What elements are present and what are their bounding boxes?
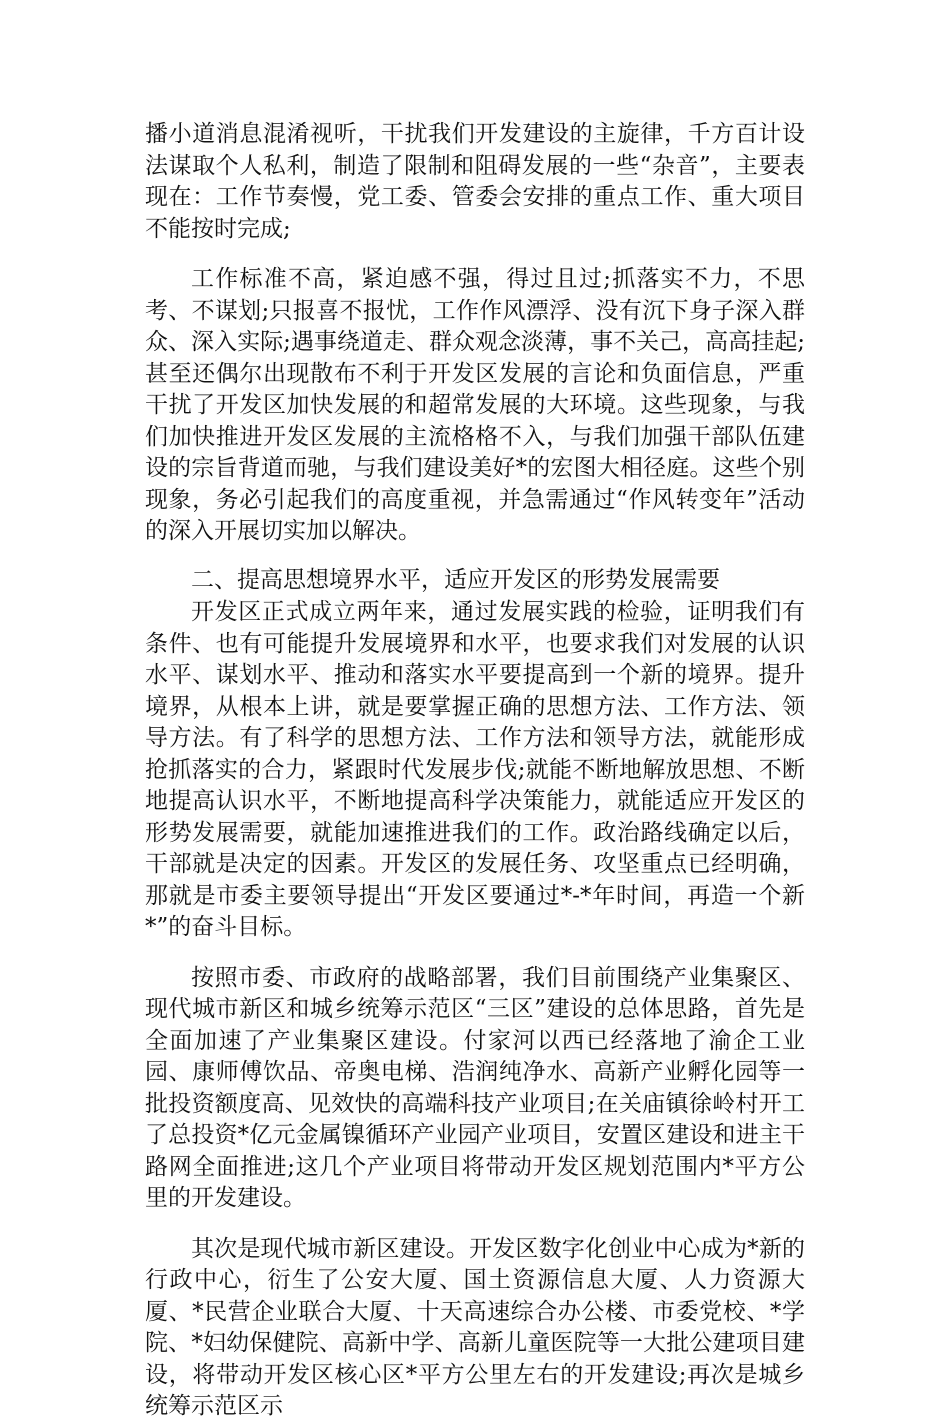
- paragraph-continuation: 播小道消息混淆视听，干扰我们开发建设的主旋律，千方百计设法谋取个人私利，制造了限制和阻碍发展的一些“杂音”，主要表现在：工作节奏慢，党工委、管委会安排的重点工作、重大项目不能按时完成;: [145, 121, 805, 242]
- document-page: [145, 119, 805, 1423]
- section-heading-2: 二、提高思想境界水平，适应开发区的形势发展需要: [191, 566, 720, 593]
- paragraph-development-zone: 开发区正式成立两年来，通过发展实践的检验，证明我们有条件、也有可能提升发展境界和水平，也要求我们对发展的认识水平、谋划水平、推动和落实水平要提高到一个新的境界。提升境界，从根本上讲，就是要掌握正确的思想方法、工作方法、领导方法。有了科学的思想方法、工作方法和领导方法，就能形成抢抓落实的合力，紧跟时代发展步伐;就能不断地解放思想、不断地提高认识水平，不断地提高科学决策能力，就能适应开发区的形势发展需要，就能加速推进我们的工作。政治路线确定以后，干部就是决定的因素。开发区的发展任务、攻坚重点已经明确，那就是市委主要领导提出“开发区要通过*-*年时间，再造一个新*”的奋斗目标。: [145, 599, 805, 940]
- paragraph-work-standards: 工作标准不高，紧迫感不强，得过且过;抓落实不力，不思考、不谋划;只报喜不报忧，工作作风漂浮、没有沉下身子深入群众、深入实际;遇事绕道走、群众观念淡薄，事不关己，高高挂起;甚至还偶尔出现散布不利于开发区发展的言论和负面信息，严重干扰了开发区加快发展的和超常发展的大环境。这些现象，与我们加快推进开发区发展的主流格格不入，与我们加强干部队伍建设的宗旨背道而驰，与我们建设美好*的宏图大相径庭。这些个别现象，务必引起我们的高度重视，并急需通过“作风转变年”活动的深入开展切实加以解决。: [145, 266, 805, 544]
- paragraph-new-city-district: 其次是现代城市新区建设。开发区数字化创业中心成为*新的行政中心，衍生了公安大厦、国土资源信息大厦、人力资源大厦、*民营企业联合大厦、十天高速综合办公楼、市委党校、*学院、*妇幼保健院、高新中学、高新儿童医院等一大批公建项目建设，将带动开发区核心区*平方公里左右的开发建设;再次是城乡统筹示范区示: [145, 1235, 805, 1419]
- paragraph-strategic-deployment: 按照市委、市政府的战略部署，我们目前围绕产业集聚区、现代城市新区和城乡统筹示范区“三区”建设的总体思路，首先是全面加速了产业集聚区建设。付家河以西已经落地了渝企工业园、康师傅饮品、帝奥电梯、浩润纯净水、高新产业孵化园等一批投资额度高、见效快的高端科技产业项目;在关庙镇徐岭村开工了总投资*亿元金属镍循环产业园产业项目，安置区建设和进主干路网全面推进;这几个产业项目将带动开发区规划范围内*平方公里的开发建设。: [145, 964, 805, 1211]
